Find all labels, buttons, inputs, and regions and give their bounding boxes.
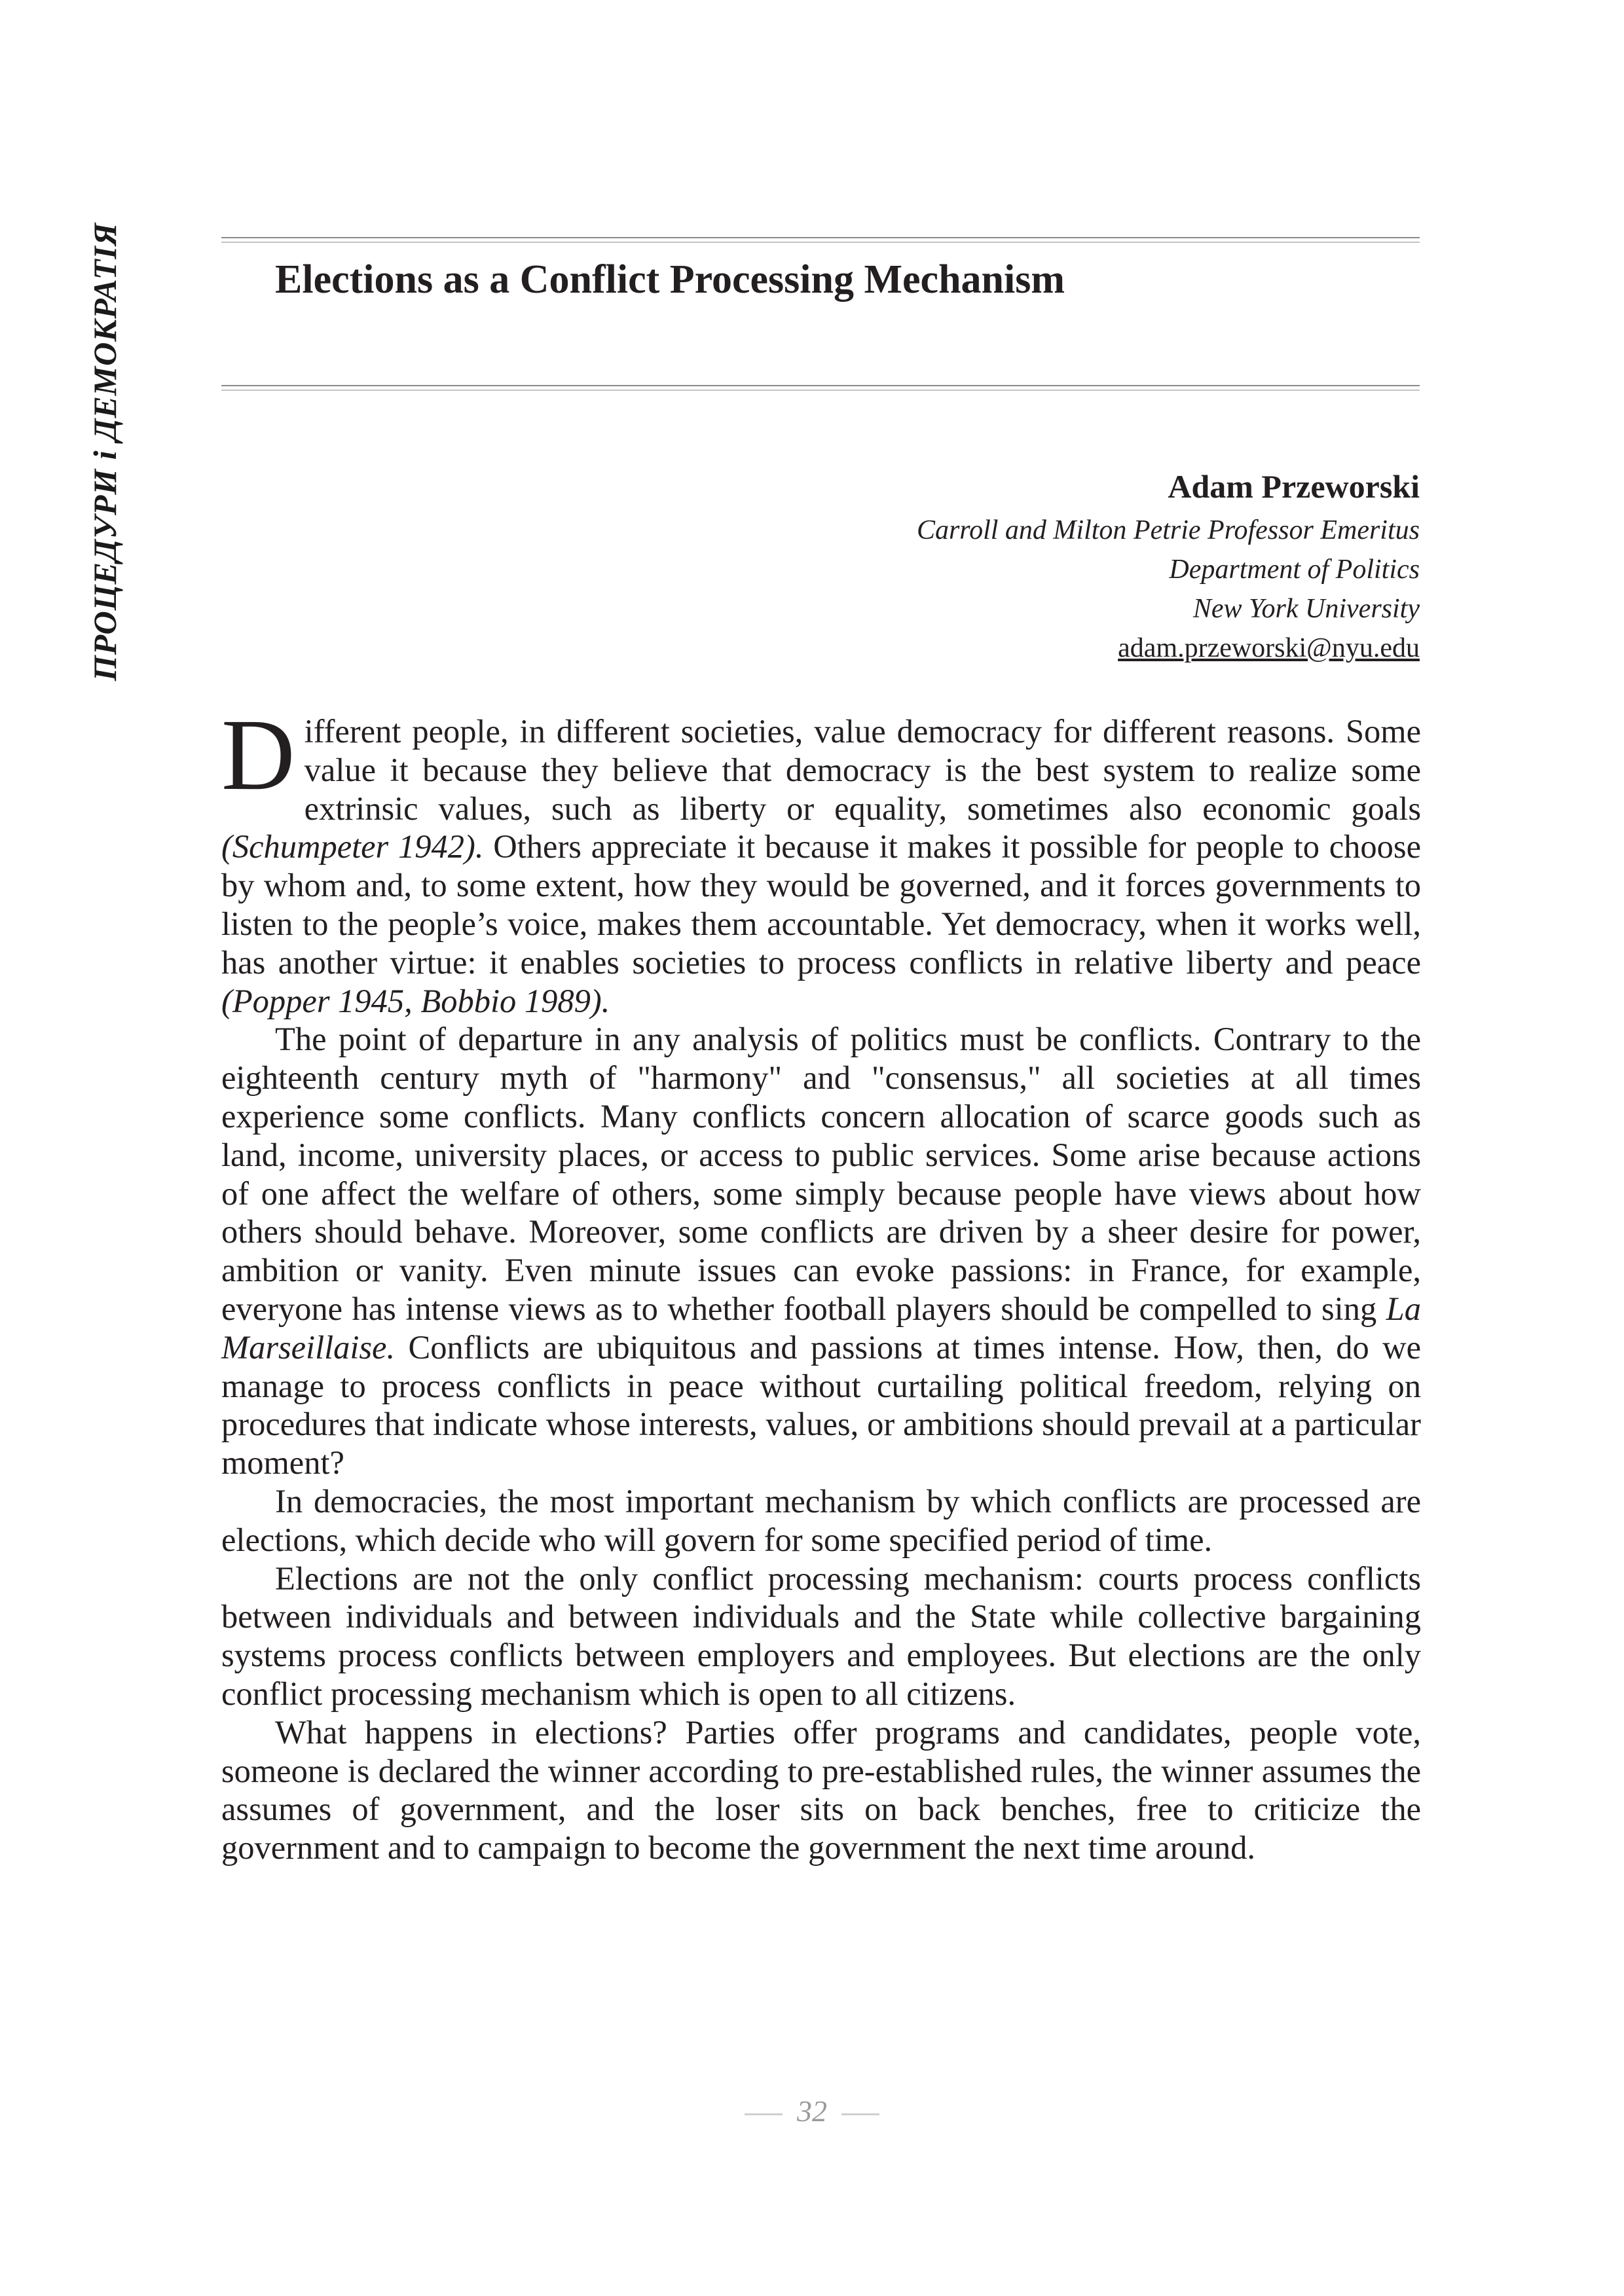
paragraph-2 [221, 1020, 1421, 1482]
footer-dash-left [745, 2113, 783, 2115]
article-title: Elections as a Conflict Processing Mechanism [275, 257, 1065, 302]
citation-popper-bobbio: (Popper 1945, Bobbio 1989). [221, 982, 610, 1019]
title-rule-bottom [221, 385, 1420, 391]
paragraph-2-text-a: The point of departure in any analysis of politics must be conflicts. Contrary to the eighteenth century myth of "harmony" and "consensus," all societies at all times experience some conflicts. Many conflicts concern allocation of scarce goods such as land, income, university places, or access to public services. Some arise because actions of one affect the welfare of others, some simply because people have views about how others should behave. Moreover, some conflicts are driven by a sheer desire for power, ambition or vanity. Even minute issues can evoke passions: in France, for example, everyone has intense views as to whether football players should be compelled to sing [221, 1021, 1421, 1327]
journal-side-title: ПРОЦЕДУРИ і ДЕМОКРАТІЯ [86, 222, 123, 682]
article-body [221, 698, 1422, 1867]
author-university: New York University [1192, 594, 1420, 624]
author-position: Carroll and Milton Petrie Professor Emeritus [916, 515, 1420, 545]
author-block [503, 462, 1420, 668]
page-number: 32 [797, 2094, 827, 2128]
title-rule-top [221, 237, 1420, 243]
paragraph-5: What happens in elections? Parties offer programs and candidates, people vote, someone is declared the winner according to pre-established rules, the winner assumes the assumes of government, and the loser sits on back benches, free to criticize the government and to campaign to become the government the next time around. [221, 1713, 1421, 1867]
paragraph-1 [221, 698, 1422, 1020]
paragraph-4: Elections are not the only conflict processing mechanism: courts process conflicts between individuals and between individuals and the State while collective bargaining systems process conflicts between employers and employees. But elections are the only conflict processing mechanism which is open to all citizens. [221, 1559, 1421, 1712]
paragraph-2-text-b: Conflicts are ubiquitous and passions at times intense. How, then, do we manage to process conflicts in peace without curtailing political freedom, relying on procedures that indicate whose interests, values, or ambitions should prevail at a particular moment? [221, 1328, 1421, 1482]
paragraph-1-text-a: ifferent people, in different societies, value democracy for different reasons. Some value it because they believe that democracy is the best system to realize some extrinsic values, such as liberty or equality, sometimes also economic goals [304, 713, 1421, 827]
author-name: Adam Przeworski [1168, 468, 1420, 505]
footer-dash-right [841, 2113, 879, 2115]
page-footer [0, 2094, 1624, 2128]
paragraph-3: In democracies, the most important mechanism by which conflicts are processed are elections, which decide who will govern for some specified period of time. [221, 1482, 1421, 1558]
emphasis-marseillaise: La Marseillaise. [221, 1290, 1421, 1366]
author-email-link[interactable]: adam.przeworski@nyu.edu [1118, 633, 1420, 663]
citation-schumpeter: (Schumpeter 1942). [221, 828, 484, 866]
paragraph-1-text-b: Others appreciate it because it makes it possible for people to choose by whom and, to some extent, how they would be governed, and it forces governments to listen to the people’s voice, makes them accountable. Yet democracy, when it works well, has another virtue: it enables societies to process conflicts in relative liberty and peace [221, 828, 1422, 981]
dropcap: D [221, 698, 295, 811]
author-department: Department of Politics [1169, 555, 1420, 585]
